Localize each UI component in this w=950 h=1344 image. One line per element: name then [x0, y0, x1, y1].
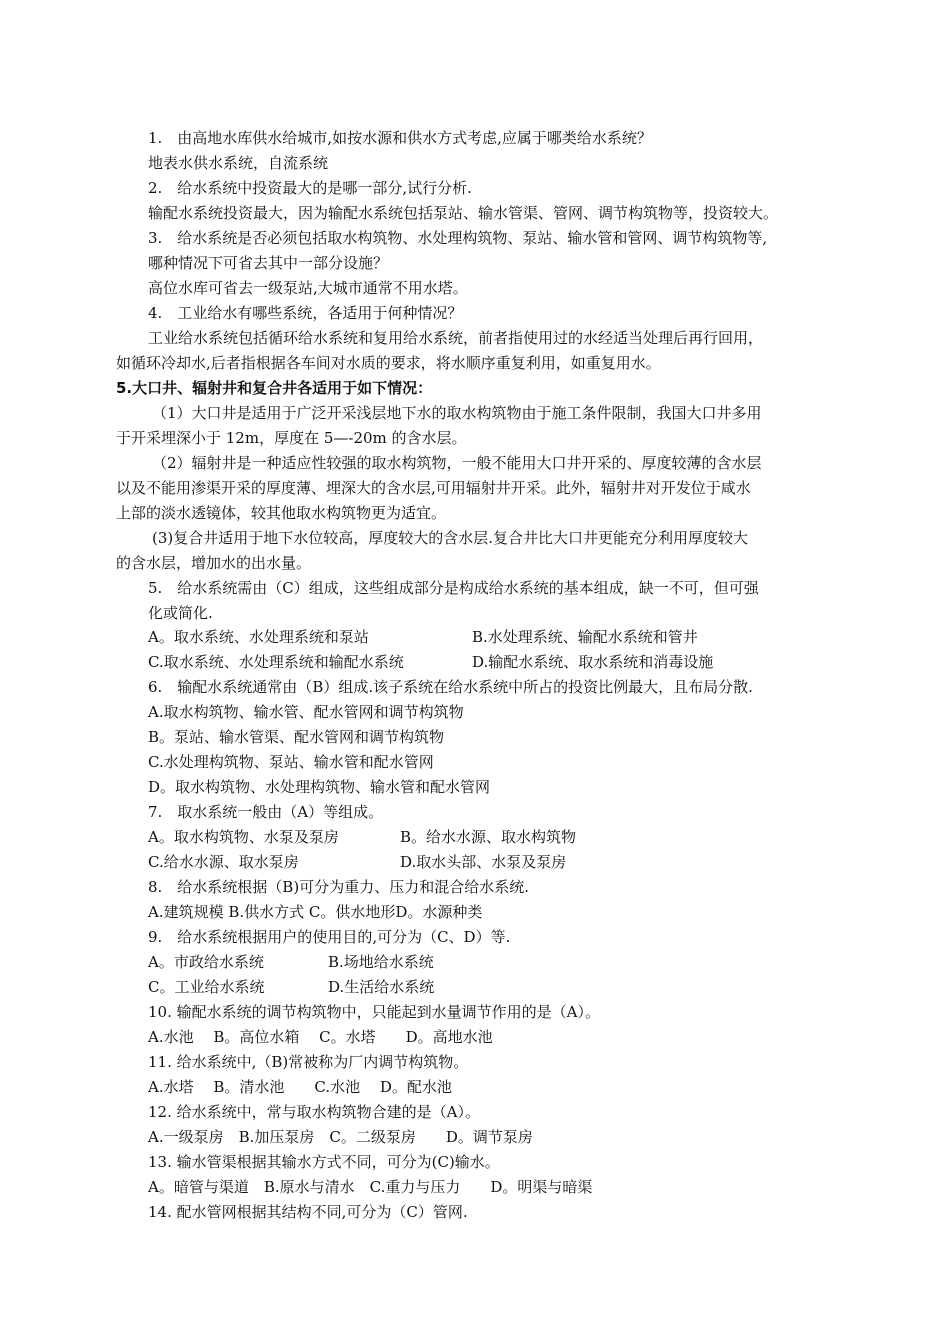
- text-line: C.取水系统、水处理系统和输配水系统: [148, 653, 404, 671]
- text-line: C.水处理构筑物、泵站、输水管和配水管网: [148, 753, 434, 771]
- text-line: 10. 输配水系统的调节构筑物中，只能起到水量调节作用的是（A）。: [148, 1003, 600, 1021]
- text-line: B。给水水源、取水构筑物: [400, 828, 577, 846]
- text-line: 3. 给水系统是否必须包括取水构筑物、水处理构筑物、泵站、输水管和管网、调节构筑物等,: [148, 229, 768, 247]
- text-line: B。泵站、输水管渠、配水管网和调节构筑物: [148, 728, 445, 746]
- text-line: A。暗管与渠道 B.原水与清水 C.重力与压力 D。明渠与暗渠: [148, 1178, 593, 1196]
- text-line: D.输配水系统、取水系统和消毒设施: [472, 653, 714, 671]
- text-line: A。取水构筑物、水泵及泵房: [148, 828, 339, 846]
- text-line: A.建筑规模 B.供水方式 C。供水地形D。水源种类: [148, 903, 483, 921]
- text-line: 输配水系统投资最大，因为输配水系统包括泵站、输水管渠、管网、调节构筑物等，投资较大。: [148, 204, 779, 222]
- text-line: 于开采埋深小于 12m，厚度在 5—-20m 的含水层。: [116, 429, 467, 447]
- text-line: 5. 给水系统需由（C）组成，这些组成部分是构成给水系统的基本组成，缺一不可，但可强: [148, 579, 759, 597]
- text-line: 2. 给水系统中投资最大的是哪一部分,试行分析.: [148, 179, 472, 197]
- text-line: D.生活给水系统: [328, 978, 435, 996]
- text-line: 上部的淡水透镜体，较其他取水构筑物更为适宜。: [116, 504, 447, 522]
- text-line: 9. 给水系统根据用户的使用目的,可分为（C、D）等.: [148, 928, 511, 946]
- text-line: B.水处理系统、输配水系统和管井: [472, 628, 698, 646]
- section-heading: 5.大口井、辐射井和复合井各适用于如下情况：: [116, 379, 433, 397]
- text-line: 14. 配水管网根据其结构不同,可分为（C）管网.: [148, 1203, 468, 1221]
- text-line: D。取水构筑物、水处理构筑物、输水管和配水管网: [148, 778, 491, 796]
- text-line: （1）大口井是适用于广泛开采浅层地下水的取水构筑物由于施工条件限制，我国大口井多用: [152, 404, 762, 422]
- text-line: A。市政给水系统: [148, 953, 264, 971]
- text-line: A.一级泵房 B.加压泵房 C。二级泵房 D。调节泵房: [148, 1128, 533, 1146]
- text-line: 的含水层，增加水的出水量。: [116, 554, 312, 572]
- text-line: 12. 给水系统中，常与取水构筑物合建的是（A）。: [148, 1103, 480, 1121]
- text-line: 4. 工业给水有哪些系统，各适用于何种情况？: [148, 304, 463, 322]
- text-line: C.给水水源、取水泵房: [148, 853, 299, 871]
- text-line: 以及不能用渗渠开采的厚度薄、埋深大的含水层,可用辐射井开采。此外，辐射井对开发位于咸水: [116, 479, 751, 497]
- text-line: A.水池 B。高位水箱 C。水塔 D。高地水池: [148, 1028, 493, 1046]
- text-line: 工业给水系统包括循环给水系统和复用给水系统，前者指使用过的水经适当处理后再行回用，: [148, 329, 764, 347]
- text-line: 8. 给水系统根据（B)可分为重力、压力和混合给水系统.: [148, 878, 529, 896]
- text-line: 7. 取水系统一般由（A）等组成。: [148, 803, 384, 821]
- text-line: 11. 给水系统中,（B)常被称为厂内调节构筑物。: [148, 1053, 469, 1071]
- text-line: D.取水头部、水泵及泵房: [400, 853, 567, 871]
- text-line: B.场地给水系统: [328, 953, 434, 971]
- text-line: A.水塔 B。清水池 C.水池 D。配水池: [148, 1078, 452, 1096]
- text-line: 地表水供水系统，自流系统: [148, 154, 329, 172]
- text-line: C。工业给水系统: [148, 978, 265, 996]
- text-line: 13. 输水管渠根据其输水方式不同，可分为(C)输水。: [148, 1153, 500, 1171]
- text-line: A。取水系统、水处理系统和泵站: [148, 628, 369, 646]
- text-line: 高位水库可省去一级泵站,大城市通常不用水塔。: [148, 279, 468, 297]
- text-line: (3)复合井适用于地下水位较高，厚度较大的含水层.复合井比大口井更能充分利用厚度较大: [152, 529, 749, 547]
- text-line: 化或简化.: [148, 604, 213, 622]
- text-line: 1. 由高地水库供水给城市,如按水源和供水方式考虑,应属于哪类给水系统？: [148, 129, 652, 147]
- text-line: 6. 输配水系统通常由（B）组成.该子系统在给水系统中所占的投资比例最大，且布局分散.: [148, 678, 753, 696]
- text-line: （2）辐射井是一种适应性较强的取水构筑物，一般不能用大口井开采的、厚度较薄的含水层: [152, 454, 762, 472]
- text-line: 哪种情况下可省去其中一部分设施？: [148, 254, 389, 272]
- text-line: 如循环冷却水,后者指根据各车间对水质的要求，将水顺序重复利用，如重复用水。: [116, 354, 661, 372]
- text-line: A.取水构筑物、输水管、配水管网和调节构筑物: [148, 703, 464, 721]
